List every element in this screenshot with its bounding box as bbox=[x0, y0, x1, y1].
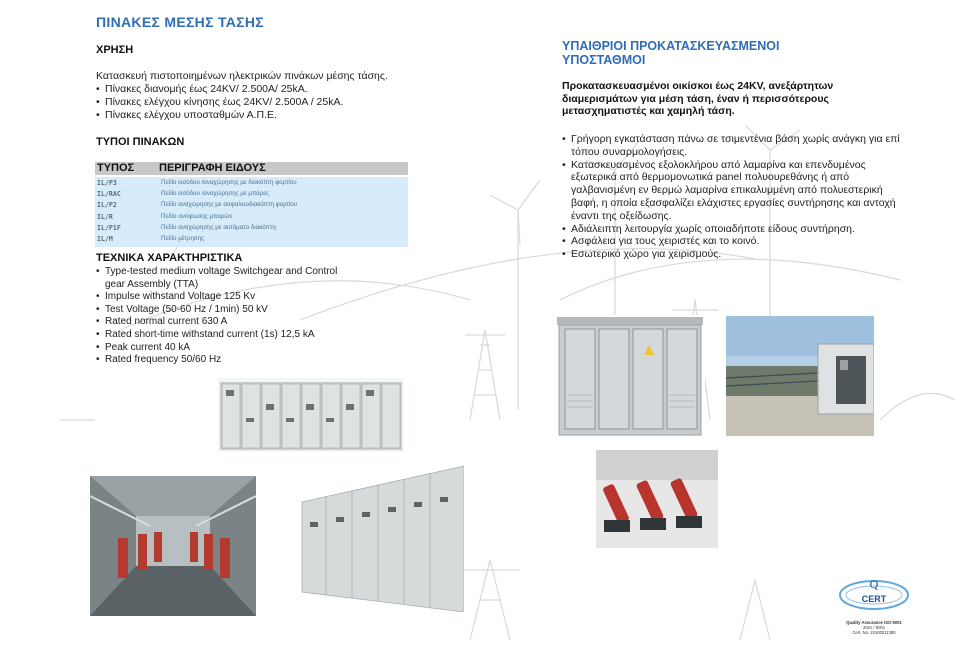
right-title-line1: ΥΠΑΙΘΡΙΟΙ ΠΡΟΚΑΤΑΣΚΕΥΑΣΜΕΝΟΙ bbox=[562, 39, 780, 53]
tech-item: • Rated short-time withstand current (1s) 12,5 kA bbox=[96, 329, 346, 342]
type-desc: Πεδίο ανύψωσης μπαρών bbox=[161, 212, 233, 220]
table-row bbox=[95, 178, 408, 189]
tech-section bbox=[96, 266, 346, 367]
types-table bbox=[95, 162, 408, 247]
usage-heading: ΧΡΗΣΗ bbox=[96, 44, 134, 56]
busbar-interior-photo bbox=[90, 476, 256, 616]
usage-item: • Πίνακες διανομής έως 24KV/ 2.500Α/ 25kA. bbox=[96, 83, 426, 96]
feature-item: • Κατασκευασμένος εξολοκλήρου από λαμαρίνα και επενδυμένος εξωτερικά από θερμομονωτικά panel πολυουρεθάνης ή από γαλβανισμένη εν θερμώ λαμαρίνα επικαλυμμένη από πολυεστερική βαφή, η οποία εξασφαλίζει ελάχιστες εργασίες συντήρησης και αντοχή έναντι της οξείδωσης. bbox=[562, 159, 902, 223]
fuse-holders-photo bbox=[596, 450, 718, 548]
types-table-body bbox=[95, 177, 408, 247]
usage-intro: Κατασκευή πιστοποιημένων ηλεκτρικών πινάκων μέσης τάσης. bbox=[96, 70, 388, 82]
right-features bbox=[562, 133, 902, 261]
tech-list bbox=[96, 266, 346, 367]
types-table-header bbox=[95, 162, 408, 175]
field-substation-photo bbox=[726, 316, 874, 436]
table-row bbox=[95, 234, 408, 245]
table-row bbox=[95, 223, 408, 234]
kiosk-substation-photo bbox=[555, 315, 705, 437]
feature-item: • Ασφάλεια για τους χειριστές και το κοινό. bbox=[562, 235, 902, 248]
feature-item: • Εσωτερικό χώρο για χειρισμούς. bbox=[562, 248, 902, 261]
type-code: IL/RAC bbox=[97, 190, 121, 199]
qcert-name: CERT bbox=[861, 594, 887, 604]
feature-item: • Αδιάλειπτη λειτουργία χωρίς οποιαδήποτε είδους συντήρηση. bbox=[562, 223, 902, 236]
tech-item: • Type-tested medium voltage Switchgear and Control gear Assembly (TTA) bbox=[96, 266, 346, 291]
page-title: ΠΙΝΑΚΕΣ ΜΕΣΗΣ ΤΑΣΗΣ bbox=[96, 14, 264, 30]
col-desc-header: ΠΕΡΙΓΡΑΦΗ ΕΙΔΟΥΣ bbox=[159, 162, 266, 174]
qcert-emblem-icon bbox=[836, 575, 912, 615]
type-code: IL/P3 bbox=[97, 179, 117, 187]
feature-list bbox=[562, 133, 902, 261]
switchgear-row-photo bbox=[218, 378, 404, 452]
type-code: IL/P1F bbox=[97, 223, 121, 232]
type-code: IL/R bbox=[97, 212, 113, 221]
tech-item: • Peak current 40 kA bbox=[96, 342, 346, 355]
qcert-letter: Q bbox=[869, 577, 879, 591]
usage-section bbox=[96, 70, 426, 122]
tech-item: • Test Voltage (50-60 Hz / 1min) 50 kV bbox=[96, 304, 346, 317]
tech-item: • Rated frequency 50/60 Hz bbox=[96, 354, 346, 367]
type-desc: Πεδίο αναχώρησης με αυτόματο διακόπτη bbox=[161, 223, 276, 231]
feature-item: • Γρήγορη εγκατάσταση πάνω σε τσιμεντένια βάση χωρίς ανάγκη για επί τόπου συναρμολογήσεις. bbox=[562, 133, 902, 159]
usage-list bbox=[96, 83, 426, 122]
table-row bbox=[95, 189, 408, 200]
table-row bbox=[95, 200, 408, 211]
usage-item: • Πίνακες ελέγχου κίνησης έως 24KV/ 2.500Α / 25kA. bbox=[96, 96, 426, 109]
right-subtitle: Προκατασκευασμένοι οικίσκοι έως 24KV, ανεξάρτητων διαμερισμάτων για μέση τάση, έναν ή περισσότερους μετασχηματιστές και χαμηλή τάση. bbox=[562, 80, 834, 118]
type-desc: Πεδίο εισόδου /αναχώρησης με μπάρες bbox=[161, 190, 270, 198]
right-title-line2: ΥΠΟΣΤΑΘΜΟΙ bbox=[562, 53, 646, 67]
type-desc: Πεδίο εισόδου /αναχώρησης με διακόπτη φορτίου bbox=[161, 179, 297, 186]
tech-heading: ΤΕΧΝΙΚΑ ΧΑΡΑΚΤΗΡΙΣΤΙΚΑ bbox=[96, 252, 243, 264]
switchgear-lineup-photo bbox=[296, 462, 464, 612]
tech-item: • Impulse withstand Voltage 125 Kv bbox=[96, 291, 346, 304]
qcert-line2: 2001 / 9001 bbox=[862, 625, 886, 630]
right-title bbox=[562, 39, 779, 67]
qcert-line1: Quality Assurance ISO 9001 bbox=[846, 620, 902, 625]
usage-item: • Πίνακες ελέγχου υποσταθμών Α.Π.Ε. bbox=[96, 109, 426, 122]
types-heading: ΤΥΠΟΙ ΠΙΝΑΚΩΝ bbox=[96, 136, 185, 148]
type-desc: Πεδίο αναχώρησης με ασφαλειοδιακόπτη φορτίου bbox=[161, 201, 298, 209]
tech-item: • Rated normal current 630 A bbox=[96, 316, 346, 329]
type-desc: Πεδίο μέτρησης bbox=[161, 234, 205, 242]
col-type-header: ΤΥΠΟΣ bbox=[97, 162, 135, 174]
type-code: IL/P2 bbox=[97, 201, 117, 210]
qcert-logo bbox=[836, 575, 912, 639]
table-row bbox=[95, 212, 408, 223]
qcert-line3: Cert. No. 20100011380 bbox=[852, 630, 896, 635]
type-code: IL/M bbox=[97, 234, 113, 243]
